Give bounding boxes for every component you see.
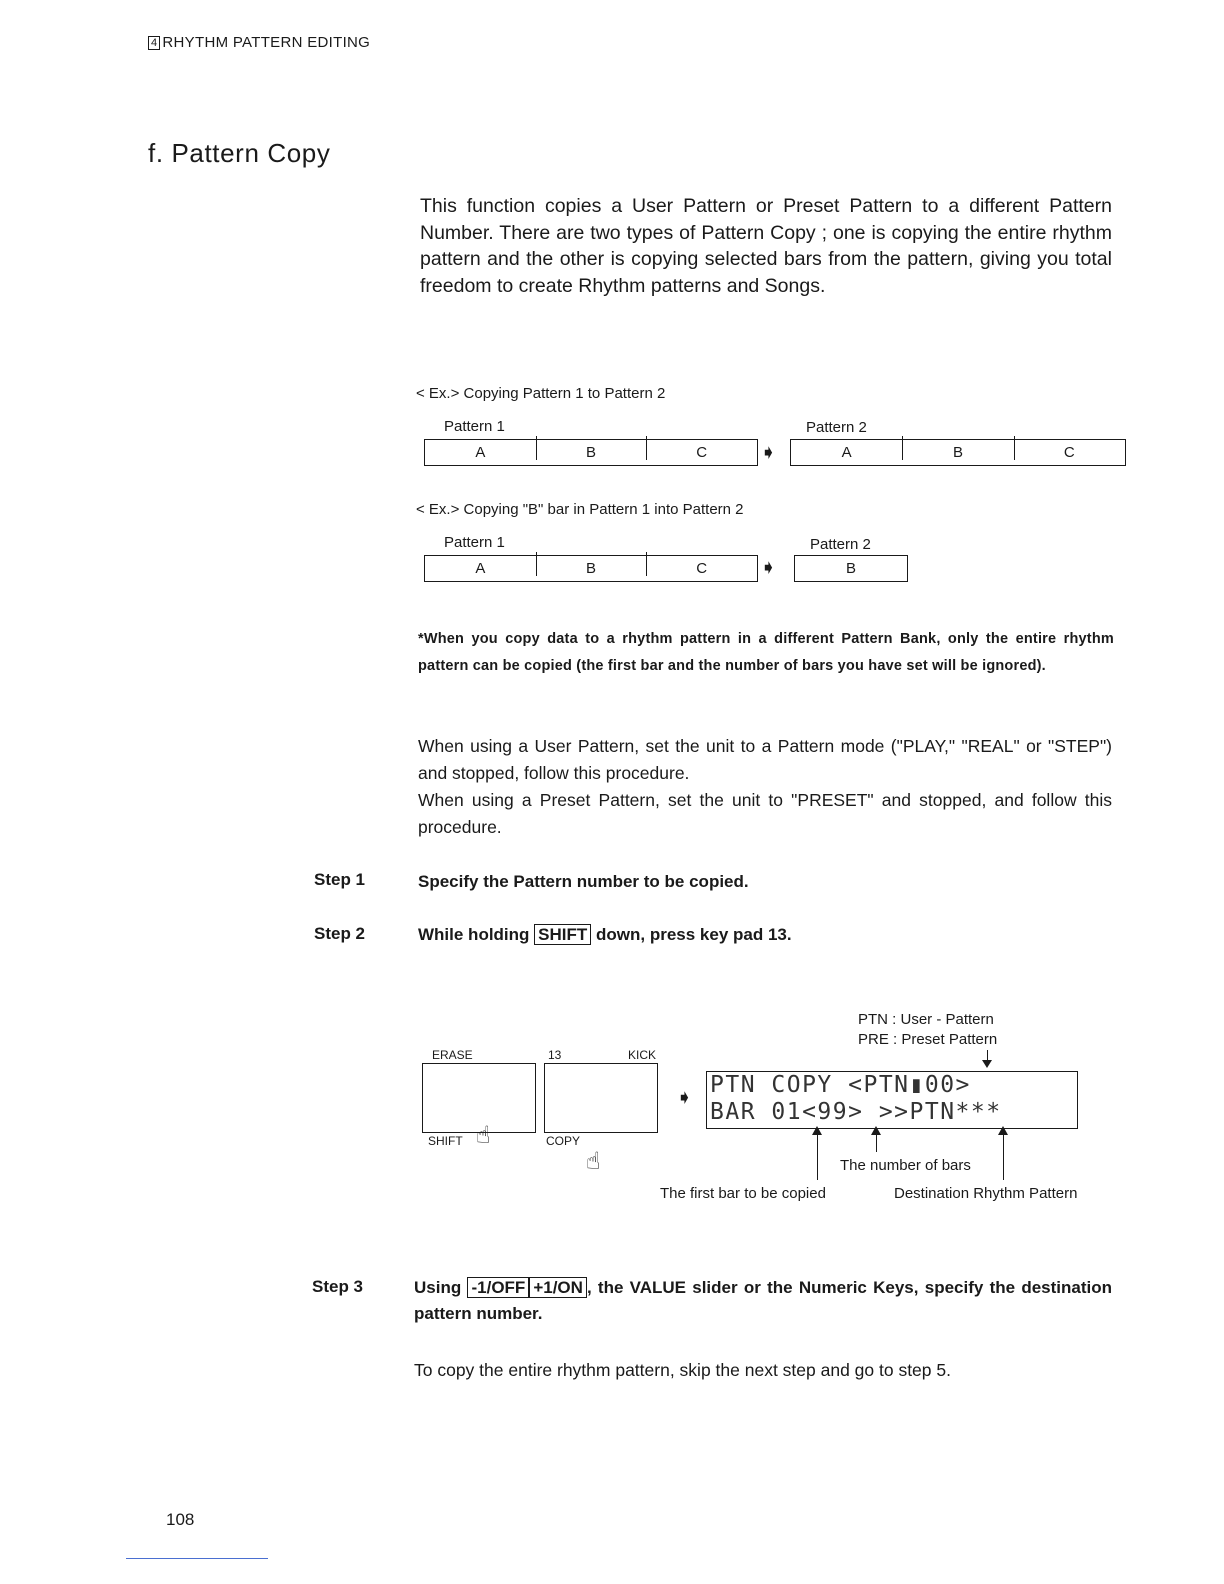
legend-arrow-icon bbox=[987, 1050, 988, 1068]
page-title: f. Pattern Copy bbox=[148, 138, 331, 168]
example2-dest-pattern bbox=[794, 555, 908, 582]
plus-one-on-key: +1/ON bbox=[529, 1277, 587, 1298]
pad-copy-label: COPY bbox=[546, 1134, 581, 1148]
step3-label: Step 3 bbox=[312, 1277, 364, 1296]
example1-caption: < Ex.> Copying Pattern 1 to Pattern 2 bbox=[416, 385, 666, 402]
example1-dest-pattern bbox=[790, 439, 1126, 466]
legend-ptn: PTN : User - Pattern bbox=[858, 1011, 994, 1028]
bar-cell: B bbox=[536, 440, 647, 465]
page-number: 108 bbox=[166, 1510, 195, 1529]
bank-note: *When you copy data to a rhythm pattern in a different Pattern Bank, only the entire rhythm pattern can be copied (the first bar and the number of bars you have set will be ignored). bbox=[418, 631, 1114, 674]
label-first-bar: The first bar to be copied bbox=[660, 1185, 826, 1202]
example1-dest-label: Pattern 2 bbox=[806, 419, 867, 436]
copy-arrow-icon: ➧ bbox=[760, 557, 777, 579]
pad-13-label: 13 bbox=[548, 1048, 562, 1062]
step2-text-before: While holding bbox=[418, 925, 530, 944]
running-header bbox=[148, 34, 370, 51]
step2-label: Step 2 bbox=[314, 924, 366, 943]
example2-dest-label: Pattern 2 bbox=[810, 536, 871, 553]
bar-cell: A bbox=[475, 560, 486, 577]
skip-note: To copy the entire rhythm pattern, skip the next step and go to step 5. bbox=[414, 1360, 951, 1380]
lcd-display bbox=[706, 1071, 1078, 1129]
step3-text bbox=[414, 1275, 1112, 1327]
key-pad-13 bbox=[544, 1063, 658, 1133]
bar-cell: B bbox=[902, 440, 1013, 465]
step1-text: Specify the Pattern number to be copied. bbox=[418, 872, 749, 891]
bar-cell: C bbox=[646, 440, 757, 465]
example2-source-label: Pattern 1 bbox=[444, 534, 505, 551]
example2-source-pattern bbox=[424, 555, 758, 582]
example2-caption: < Ex.> Copying "B" bar in Pattern 1 into Pattern 2 bbox=[416, 501, 744, 518]
legend-pre: PRE : Preset Pattern bbox=[858, 1031, 998, 1048]
minus-one-off-key: -1/OFF bbox=[467, 1277, 529, 1298]
bar-cell: A bbox=[475, 444, 486, 461]
section-title: RHYTHM PATTERN EDITING bbox=[162, 34, 371, 51]
pad-kick-label: KICK bbox=[628, 1048, 657, 1062]
intro-paragraph: This function copies a User Pattern or Preset Pattern to a different Pattern Number. There are two types of Pattern Copy ; one is copying the entire rhythm pattern and the other is copying selected bars from the pattern, giving you total freedom to create Rhythm patterns and Songs. bbox=[420, 195, 1112, 297]
shift-key: SHIFT bbox=[534, 924, 591, 945]
example1-source-label: Pattern 1 bbox=[444, 418, 505, 435]
copy-arrow-icon: ➧ bbox=[676, 1087, 693, 1109]
lcd-line-1: PTN COPY <PTN▮00> bbox=[710, 1072, 971, 1098]
pointing-hand-icon: ☝ bbox=[476, 1122, 491, 1149]
step2-text-after: down, press key pad 13. bbox=[596, 925, 792, 944]
section-number: 4 bbox=[148, 36, 160, 50]
bar-cell: C bbox=[1014, 440, 1125, 465]
copy-arrow-icon: ➧ bbox=[760, 442, 777, 464]
footer-rule bbox=[126, 1558, 268, 1559]
example1-source-pattern bbox=[424, 439, 758, 466]
step2-text bbox=[418, 922, 1112, 948]
pointing-hand-icon: ☝ bbox=[586, 1148, 601, 1175]
step3-text-before: Using bbox=[414, 1278, 462, 1297]
pad-shift-label: SHIFT bbox=[428, 1134, 463, 1148]
bar-cell: B bbox=[536, 556, 647, 581]
step1-label: Step 1 bbox=[314, 870, 366, 889]
lcd-line-2: BAR 01<99> >>PTN*** bbox=[710, 1099, 1002, 1125]
bar-cell: B bbox=[845, 560, 856, 577]
label-destination: Destination Rhythm Pattern bbox=[894, 1185, 1078, 1202]
step3-text-after: , the VALUE slider or the Numeric Keys, specify the destination pattern number. bbox=[414, 1278, 1112, 1323]
pad-erase-label: ERASE bbox=[432, 1048, 473, 1062]
procedure-preset: When using a Preset Pattern, set the unit to "PRESET" and stopped, and follow this procedure. bbox=[418, 790, 1112, 837]
bar-cell: C bbox=[646, 556, 757, 581]
bar-cell: A bbox=[841, 444, 852, 461]
procedure-user: When using a User Pattern, set the unit to a Pattern mode ("PLAY," "REAL" or "STEP") and stopped, follow this procedure. bbox=[418, 736, 1112, 783]
label-num-bars: The number of bars bbox=[840, 1157, 971, 1174]
